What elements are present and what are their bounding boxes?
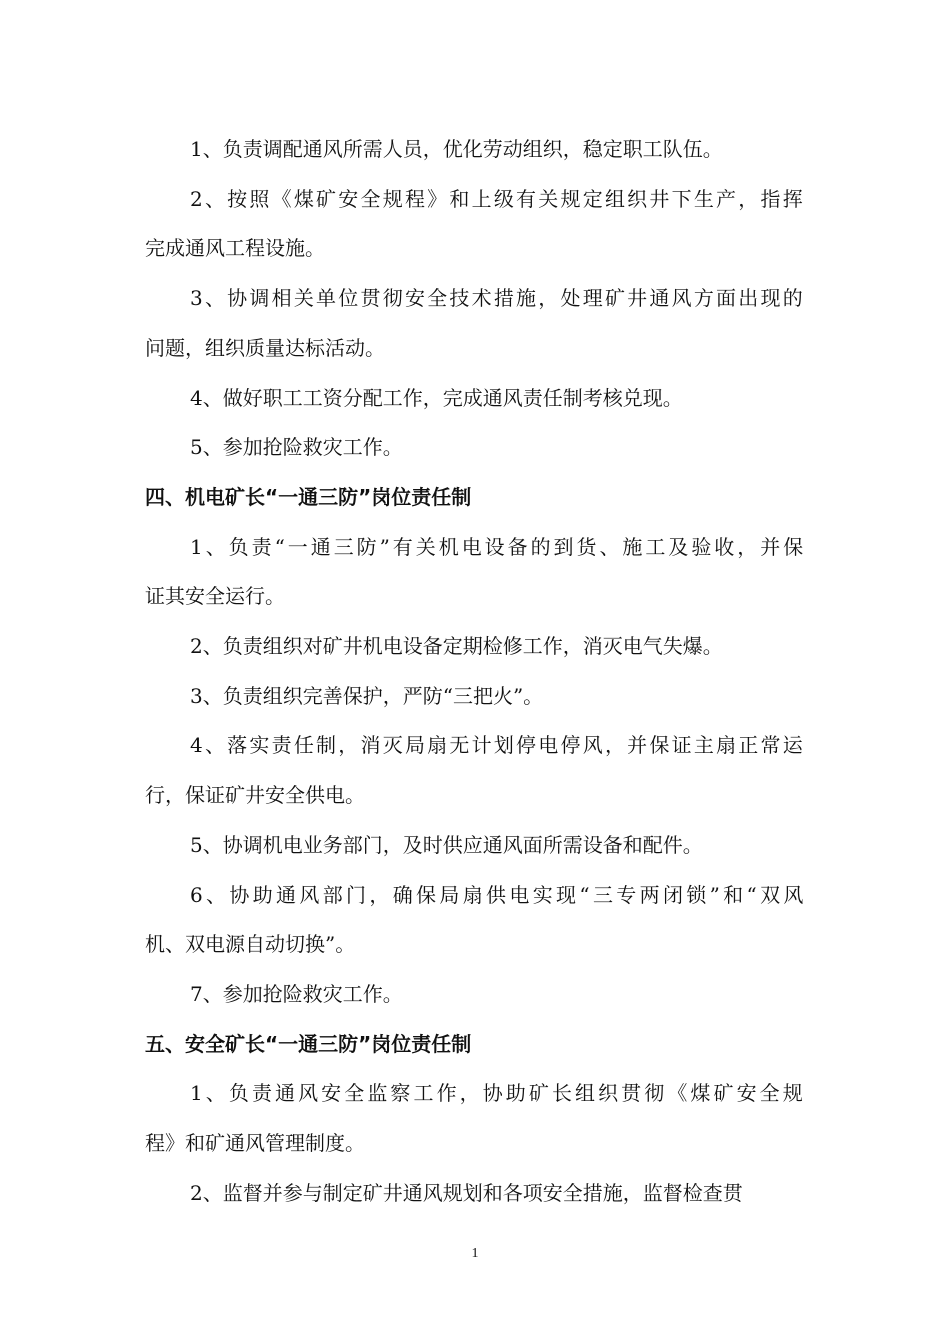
line-text: 1、负责“一通三防”有关机电设备的到货、施工及验收，并保 xyxy=(190,534,807,559)
line-text: 1、负责通风安全监察工作，协助矿长组织贯彻《煤矿安全规 xyxy=(190,1081,806,1106)
line-text: 5、参加抢险救灾工作。 xyxy=(190,435,403,460)
line-text: 2、负责组织对矿井机电设备定期检修工作，消灭电气失爆。 xyxy=(190,634,723,658)
line-text: 3、负责组织完善保护，严防“三把火”。 xyxy=(190,683,544,708)
line-text: 四、机电矿长“一通三防”岗位责任制 xyxy=(145,484,472,509)
line-text: 机、双电源自动切换”。 xyxy=(145,932,356,957)
line-text: 程》和矿通风管理制度。 xyxy=(145,1131,365,1155)
line-text: 4、落实责任制，消灭局扇无计划停电停风，并保证主扇正常运 xyxy=(190,733,805,758)
line-text: 行，保证矿井安全供电。 xyxy=(145,783,365,808)
line-text: 7、参加抢险救灾工作。 xyxy=(190,981,403,1006)
line-text: 证其安全运行。 xyxy=(145,584,285,609)
line-text: 3、协调相关单位贯彻安全技术措施，处理矿井通风方面出现的 xyxy=(190,286,805,311)
line-text: 2、监督并参与制定矿井通风规划和各项安全措施，监督检查贯 xyxy=(190,1180,743,1205)
line-text: 五、安全矿长“一通三防”岗位责任制 xyxy=(145,1031,472,1056)
line-text: 完成通风工程设施。 xyxy=(145,236,325,261)
line-text: 5、协调机电业务部门，及时供应通风面所需设备和配件。 xyxy=(190,832,703,857)
page-number: 1 xyxy=(471,1246,479,1261)
line-text: 问题，组织质量达标活动。 xyxy=(145,335,385,360)
line-text: 1、负责调配通风所需人员，优化劳动组织，稳定职工队伍。 xyxy=(190,137,723,161)
line-text: 6、协助通风部门，确保局扇供电实现“三专两闭锁”和“双风 xyxy=(190,882,807,907)
line-text: 2、按照《煤矿安全规程》和上级有关规定组织井下生产，指挥 xyxy=(190,186,805,211)
line-text: 4、做好职工工资分配工作，完成通风责任制考核兑现。 xyxy=(190,385,683,410)
